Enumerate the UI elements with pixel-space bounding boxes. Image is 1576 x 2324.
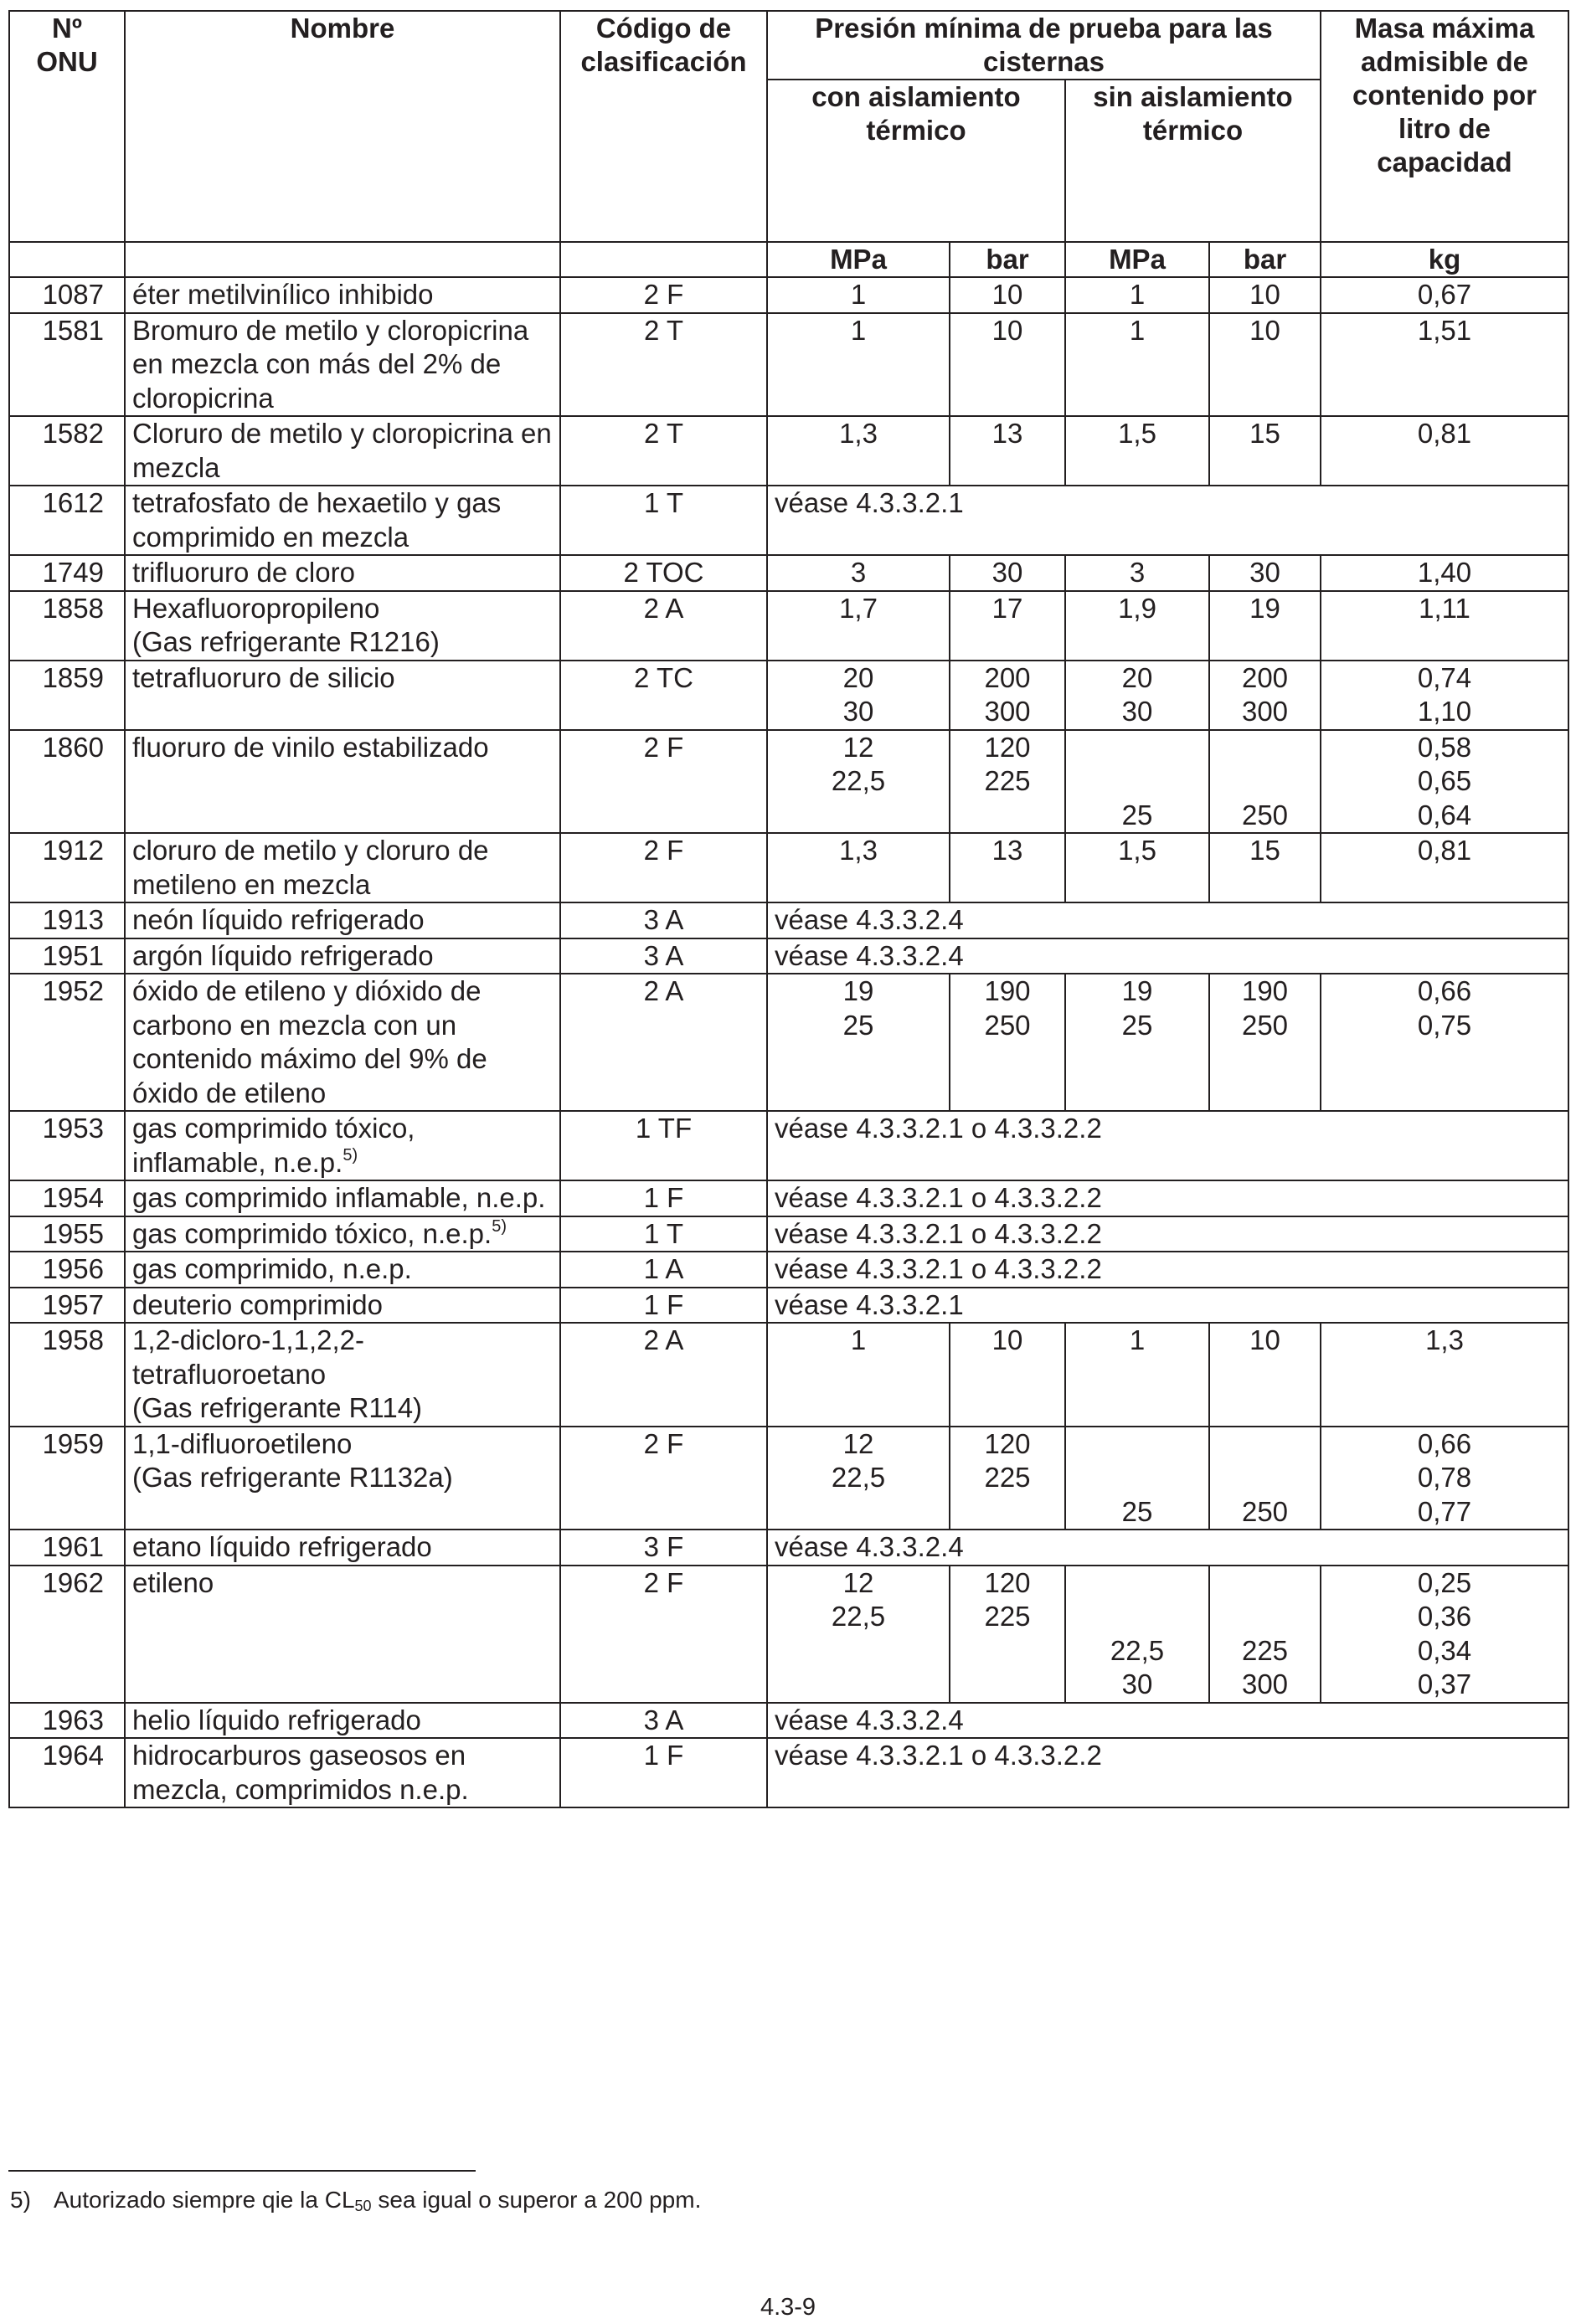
- cell-name: Hexafluoropropileno (Gas refrigerante R1216): [125, 591, 560, 661]
- cell-mpa1: 12 22,5: [767, 1427, 950, 1530]
- unit-mpa-with: MPa: [767, 242, 950, 277]
- footnote-number: 5): [10, 2187, 31, 2213]
- unit-mpa-without: MPa: [1065, 242, 1209, 277]
- header-code: Código de clasificación: [560, 11, 767, 242]
- cell-mpa1: 12 22,5: [767, 730, 950, 834]
- cell-name: neón líquido refrigerado: [125, 902, 560, 938]
- cell-name: argón líquido refrigerado: [125, 938, 560, 974]
- table-row: [9, 1111, 1568, 1180]
- cell-name: etileno: [125, 1566, 560, 1703]
- cell-name: gas comprimido inflamable, n.e.p.: [125, 1180, 560, 1216]
- cell-code: 2 F: [560, 730, 767, 834]
- table-row: [9, 313, 1568, 417]
- cell-name: éter metilvinílico inhibido: [125, 277, 560, 313]
- cell-bar2: 10: [1209, 1323, 1321, 1427]
- unit-blank-code: [560, 242, 767, 277]
- cell-onu: 1957: [9, 1288, 125, 1324]
- cell-name: 1,2-dicloro-1,1,2,2-tetrafluoroetano (Gas refrigerante R114): [125, 1323, 560, 1427]
- cell-mpa2: 1: [1065, 313, 1209, 417]
- cell-code: 3 F: [560, 1530, 767, 1566]
- cell-code: 2 A: [560, 974, 767, 1111]
- cell-reference: véase 4.3.3.2.1: [767, 1288, 1568, 1324]
- cell-onu: 1951: [9, 938, 125, 974]
- footnote-text: Autorizado siempre qie la $CL_{50}$ sea igual o superor a 200 ppm.: [54, 2187, 702, 2214]
- table-row: [9, 1703, 1568, 1739]
- cell-code: 2 A: [560, 591, 767, 661]
- cell-kg: 0,81: [1321, 416, 1568, 486]
- cell-code: 2 T: [560, 313, 767, 417]
- cell-onu: 1860: [9, 730, 125, 834]
- cell-onu: 1961: [9, 1530, 125, 1566]
- table-row: [9, 1566, 1568, 1703]
- cell-onu: 1952: [9, 974, 125, 1111]
- cell-onu: 1963: [9, 1703, 125, 1739]
- table-row: [9, 555, 1568, 591]
- cell-mpa2: 20 30: [1065, 661, 1209, 730]
- unit-bar-with: bar: [950, 242, 1065, 277]
- cell-name: deuterio comprimido: [125, 1288, 560, 1324]
- table-row: [9, 1180, 1568, 1216]
- cell-name: Cloruro de metilo y cloropicrina en mezcla: [125, 416, 560, 486]
- cell-onu: 1955: [9, 1216, 125, 1252]
- cell-bar1: 10: [950, 1323, 1065, 1427]
- cell-kg: 0,67: [1321, 277, 1568, 313]
- cell-name: etano líquido refrigerado: [125, 1530, 560, 1566]
- unit-blank-onu: [9, 242, 125, 277]
- header-pressure: Presión mínima de prueba para las cisternas: [767, 11, 1321, 80]
- unit-kg: kg: [1321, 242, 1568, 277]
- cell-reference: véase 4.3.3.2.1: [767, 486, 1568, 555]
- table-row: [9, 938, 1568, 974]
- cell-onu: 1749: [9, 555, 125, 591]
- cell-bar1: 10: [950, 313, 1065, 417]
- cell-mpa2: 1,9: [1065, 591, 1209, 661]
- cell-mpa2: 25: [1065, 730, 1209, 834]
- table-row: [9, 277, 1568, 313]
- cell-mpa2: 1: [1065, 277, 1209, 313]
- cell-kg: 1,40: [1321, 555, 1568, 591]
- table-row: [9, 974, 1568, 1111]
- cell-reference: véase 4.3.3.2.1 o 4.3.3.2.2: [767, 1252, 1568, 1288]
- table-row: [9, 1323, 1568, 1427]
- cell-code: 3 A: [560, 938, 767, 974]
- cell-code: 1 T: [560, 1216, 767, 1252]
- footnote-ref: 5): [342, 1145, 358, 1165]
- cell-mpa2: 25: [1065, 1427, 1209, 1530]
- cell-mpa1: 19 25: [767, 974, 950, 1111]
- cell-code: 2 F: [560, 1566, 767, 1703]
- cell-mpa1: 1,3: [767, 416, 950, 486]
- cell-code: 1 T: [560, 486, 767, 555]
- cell-name: fluoruro de vinilo estabilizado: [125, 730, 560, 834]
- cell-code: 2 TC: [560, 661, 767, 730]
- cell-kg: 0,25 0,36 0,34 0,37: [1321, 1566, 1568, 1703]
- cell-onu: 1859: [9, 661, 125, 730]
- cell-onu: 1953: [9, 1111, 125, 1180]
- cell-reference: véase 4.3.3.2.4: [767, 1530, 1568, 1566]
- table-row: [9, 1427, 1568, 1530]
- cell-onu: 1958: [9, 1323, 125, 1427]
- cell-kg: 0,58 0,65 0,64: [1321, 730, 1568, 834]
- cell-code: 1 F: [560, 1288, 767, 1324]
- cell-onu: 1954: [9, 1180, 125, 1216]
- cell-bar1: 120 225: [950, 1427, 1065, 1530]
- cell-bar1: 120 225: [950, 730, 1065, 834]
- cell-onu: 1612: [9, 486, 125, 555]
- cell-mpa1: 1,7: [767, 591, 950, 661]
- table-body: [9, 277, 1568, 1807]
- header-without-insulation: sin aislamiento térmico: [1065, 80, 1321, 242]
- cell-bar2: 19: [1209, 591, 1321, 661]
- table-row: [9, 833, 1568, 902]
- cell-mpa1: 12 22,5: [767, 1566, 950, 1703]
- cell-mpa2: 19 25: [1065, 974, 1209, 1111]
- table-row: [9, 1252, 1568, 1288]
- cell-mpa2: 22,5 30: [1065, 1566, 1209, 1703]
- cell-code: 1 A: [560, 1252, 767, 1288]
- cell-code: 1 F: [560, 1738, 767, 1807]
- cell-bar2: 10: [1209, 277, 1321, 313]
- header-with-insulation: con aislamiento térmico: [767, 80, 1065, 242]
- cell-bar2: 250: [1209, 730, 1321, 834]
- cell-mpa2: 1,5: [1065, 833, 1209, 902]
- cell-code: 1 TF: [560, 1111, 767, 1180]
- cell-mpa1: 1: [767, 1323, 950, 1427]
- cell-reference: véase 4.3.3.2.1 o 4.3.3.2.2: [767, 1216, 1568, 1252]
- cell-mpa1: 20 30: [767, 661, 950, 730]
- cell-mpa1: 3: [767, 555, 950, 591]
- cell-name: cloruro de metilo y cloruro de metileno en mezcla: [125, 833, 560, 902]
- cell-mpa2: 3: [1065, 555, 1209, 591]
- cell-kg: 0,66 0,78 0,77: [1321, 1427, 1568, 1530]
- cell-onu: 1912: [9, 833, 125, 902]
- cell-bar1: 200 300: [950, 661, 1065, 730]
- footnote-ref: 5): [492, 1216, 507, 1236]
- cell-code: 2 F: [560, 833, 767, 902]
- cell-reference: véase 4.3.3.2.4: [767, 938, 1568, 974]
- cell-code: 1 F: [560, 1180, 767, 1216]
- cell-code: 2 TOC: [560, 555, 767, 591]
- unit-blank-name: [125, 242, 560, 277]
- cell-code: 2 A: [560, 1323, 767, 1427]
- cell-reference: véase 4.3.3.2.1 o 4.3.3.2.2: [767, 1111, 1568, 1180]
- cell-name: trifluoruro de cloro: [125, 555, 560, 591]
- cell-onu: 1962: [9, 1566, 125, 1703]
- cell-reference: véase 4.3.3.2.4: [767, 1703, 1568, 1739]
- header-name: Nombre: [125, 11, 560, 242]
- table-row: [9, 416, 1568, 486]
- cell-bar2: 15: [1209, 416, 1321, 486]
- cell-kg: 0,74 1,10: [1321, 661, 1568, 730]
- cell-name: tetrafosfato de hexaetilo y gas comprimido en mezcla: [125, 486, 560, 555]
- cell-mpa1: 1: [767, 277, 950, 313]
- cell-bar2: 225 300: [1209, 1566, 1321, 1703]
- cell-reference: véase 4.3.3.2.4: [767, 902, 1568, 938]
- cell-onu: 1956: [9, 1252, 125, 1288]
- unit-bar-without: bar: [1209, 242, 1321, 277]
- cell-onu: 1858: [9, 591, 125, 661]
- cell-mpa1: 1: [767, 313, 950, 417]
- cell-code: 2 T: [560, 416, 767, 486]
- cell-name: hidrocarburos gaseosos en mezcla, comprimidos n.e.p.: [125, 1738, 560, 1807]
- header-mass: Masa máxima admisible de contenido por litro de capacidad: [1321, 11, 1568, 242]
- cell-code: 3 A: [560, 1703, 767, 1739]
- cell-bar1: 17: [950, 591, 1065, 661]
- header-onu: Nº ONU: [9, 11, 125, 242]
- cell-code: 2 F: [560, 1427, 767, 1530]
- cell-mpa2: 1,5: [1065, 416, 1209, 486]
- table-row: [9, 591, 1568, 661]
- cell-bar1: 190 250: [950, 974, 1065, 1111]
- table-row: [9, 902, 1568, 938]
- footnote-rule: [8, 2170, 476, 2172]
- cell-bar1: 120 225: [950, 1566, 1065, 1703]
- cell-kg: 1,11: [1321, 591, 1568, 661]
- table-row: [9, 1530, 1568, 1566]
- cell-bar2: 15: [1209, 833, 1321, 902]
- cell-onu: 1087: [9, 277, 125, 313]
- cell-kg: 1,3: [1321, 1323, 1568, 1427]
- cell-name: Bromuro de metilo y cloropicrina en mezcla con más del 2% de cloropicrina: [125, 313, 560, 417]
- cell-onu: 1964: [9, 1738, 125, 1807]
- table-row: [9, 730, 1568, 834]
- table-row: [9, 1288, 1568, 1324]
- cell-bar2: 250: [1209, 1427, 1321, 1530]
- cell-name: helio líquido refrigerado: [125, 1703, 560, 1739]
- cell-onu: 1581: [9, 313, 125, 417]
- cell-bar2: 200 300: [1209, 661, 1321, 730]
- cell-reference: véase 4.3.3.2.1 o 4.3.3.2.2: [767, 1738, 1568, 1807]
- cell-kg: 0,66 0,75: [1321, 974, 1568, 1111]
- cell-name: gas comprimido tóxico, n.e.p.$^{5)}$: [125, 1216, 560, 1252]
- table-row: [9, 661, 1568, 730]
- cell-name: gas comprimido tóxico, inflamable, n.e.p.$^{5)}$: [125, 1111, 560, 1180]
- cell-bar2: 30: [1209, 555, 1321, 591]
- cell-bar2: 190 250: [1209, 974, 1321, 1111]
- footnote: [10, 2185, 701, 2215]
- cell-reference: véase 4.3.3.2.1 o 4.3.3.2.2: [767, 1180, 1568, 1216]
- gas-tank-table: [8, 10, 1569, 1808]
- cell-bar1: 13: [950, 833, 1065, 902]
- table-row: [9, 1216, 1568, 1252]
- cell-onu: 1913: [9, 902, 125, 938]
- cell-code: 2 F: [560, 277, 767, 313]
- cell-mpa2: 1: [1065, 1323, 1209, 1427]
- cell-onu: 1959: [9, 1427, 125, 1530]
- table-row: [9, 486, 1568, 555]
- cell-bar1: 13: [950, 416, 1065, 486]
- cell-kg: 0,81: [1321, 833, 1568, 902]
- cell-code: 3 A: [560, 902, 767, 938]
- cell-name: óxido de etileno y dióxido de carbono en mezcla con un contenido máximo del 9% de óxido de etileno: [125, 974, 560, 1111]
- cell-onu: 1582: [9, 416, 125, 486]
- table-row: [9, 1738, 1568, 1807]
- cell-bar2: 10: [1209, 313, 1321, 417]
- page-number: 4.3-9: [760, 2294, 816, 2321]
- cell-name: 1,1-difluoroetileno (Gas refrigerante R1132a): [125, 1427, 560, 1530]
- cell-name: tetrafluoruro de silicio: [125, 661, 560, 730]
- cell-bar1: 10: [950, 277, 1065, 313]
- cell-name: gas comprimido, n.e.p.: [125, 1252, 560, 1288]
- cell-bar1: 30: [950, 555, 1065, 591]
- cell-mpa1: 1,3: [767, 833, 950, 902]
- cell-kg: 1,51: [1321, 313, 1568, 417]
